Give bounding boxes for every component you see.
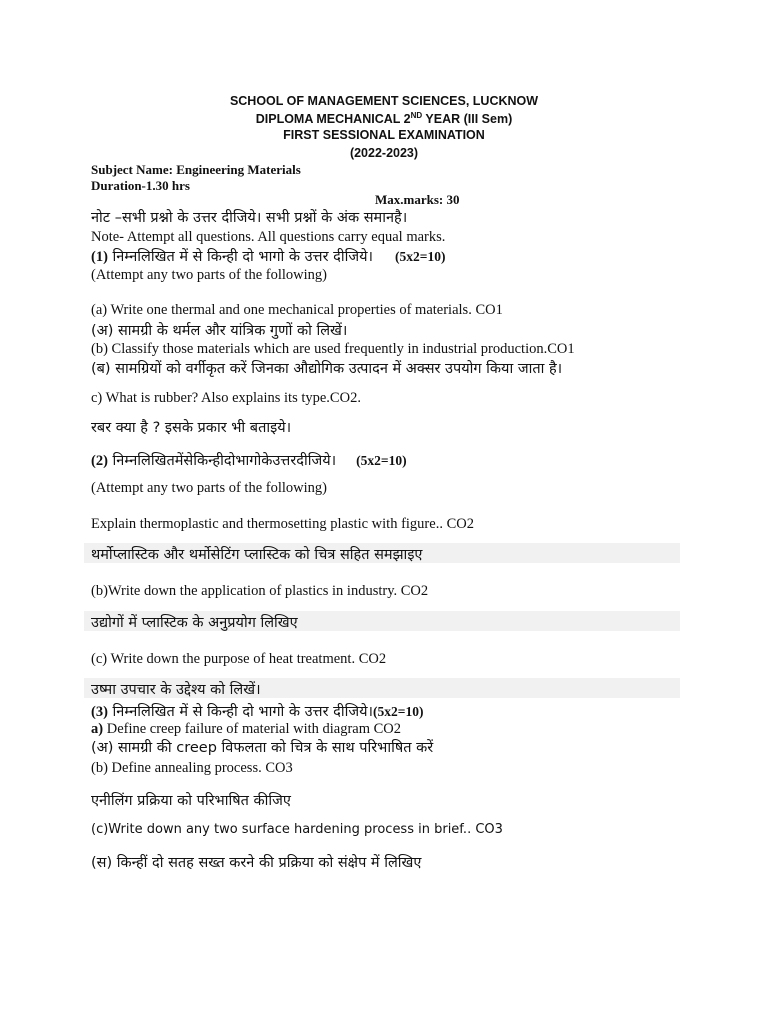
q1-part-b-english: (b) Classify those materials which are used frequently in industrial production.CO1 xyxy=(91,341,575,357)
q3-part-c-english: (c)Write down any two surface hardening process in brief.. CO3 xyxy=(91,822,503,837)
q2-number: (2) xyxy=(91,453,108,469)
school-name: SCHOOL OF MANAGEMENT SCIENCES, LUCKNOW xyxy=(229,94,539,108)
q2-part-a-english: Explain thermoplastic and thermosetting plastic with figure.. CO2 xyxy=(91,516,474,532)
q3-instruction-hindi: निम्नलिखित में से किन्ही दो भागो के उत्तर दीजिये। xyxy=(107,704,373,720)
q3-part-a-hindi: (अ) सामग्री की creep विफलता को चित्र के साथ परिभाषित करें xyxy=(91,740,434,756)
q1-part-a-hindi: (अ) सामग्री के थर्मल और यांत्रिक गुणों को लिखें। xyxy=(91,323,348,339)
q3-heading xyxy=(91,701,423,721)
subject-name: Subject Name: Engineering Materials xyxy=(91,162,301,177)
q2-heading xyxy=(91,450,407,470)
q1-heading xyxy=(91,246,445,266)
course-suffix: YEAR (III Sem) xyxy=(422,112,513,127)
q2-instruction-english: (Attempt any two parts of the following) xyxy=(91,480,327,496)
q3-part-a-english xyxy=(91,721,401,738)
q2-part-b-hindi: उद्योगों में प्लास्टिक के अनुप्रयोग लिखिए xyxy=(91,615,298,631)
q3-part-b-hindi: एनीलिंग प्रक्रिया को परिभाषित कीजिए xyxy=(91,793,291,809)
note-english: Note- Attempt all questions. All questions carry equal marks. xyxy=(91,229,446,245)
q1-part-c-hindi: रबर क्या है ? इसके प्रकार भी बताइये। xyxy=(91,420,292,436)
q3-marks: (5x2=10) xyxy=(373,704,424,719)
q2-instruction-hindi: निम्नलिखितमेंसेकिन्हीदोभागोकेउत्तरदीजिये। xyxy=(107,453,337,469)
q1-part-c-english: c) What is rubber? Also explains its type.CO2. xyxy=(91,390,361,406)
q1-part-b-hindi: (ब) सामग्रियों को वर्गीकृत करें जिनका औद्योगिक उत्पादन में अक्सर उपयोग किया जाता है। xyxy=(91,361,563,377)
duration: Duration-1.30 hrs xyxy=(91,178,190,193)
q2-part-c-english: (c) Write down the purpose of heat treatment. CO2 xyxy=(91,651,387,667)
q2-part-b-english: (b)Write down the application of plastics in industry. CO2 xyxy=(91,583,429,599)
session-year: (2022-2023) xyxy=(349,146,419,160)
q1-instruction-hindi: निम्नलिखित में से किन्ही दो भागो के उत्तर दीजिये। xyxy=(107,249,373,265)
q3-part-a-text: Define creep failure of material with diagram CO2 xyxy=(103,721,402,737)
q2-marks: (5x2=10) xyxy=(356,453,407,468)
q2-part-c-hindi: उष्मा उपचार के उद्देश्य को लिखें। xyxy=(91,682,261,698)
q1-part-a-english: (a) Write one thermal and one mechanical properties of materials. CO1 xyxy=(91,302,503,318)
q1-instruction-english: (Attempt any two parts of the following) xyxy=(91,267,327,283)
q3-part-a-label: a) xyxy=(91,721,104,737)
q1-number: (1) xyxy=(91,249,108,265)
course-sup: ND xyxy=(410,111,423,120)
exam-title: FIRST SESSIONAL EXAMINATION xyxy=(283,128,485,142)
max-marks: Max.marks: 30 xyxy=(375,192,460,207)
course-prefix: DIPLOMA MECHANICAL 2 xyxy=(255,112,411,127)
q3-part-c-hindi: (स) किन्हीं दो सतह सख्त करने की प्रक्रिया को संक्षेप में लिखिए xyxy=(91,855,422,871)
q1-marks: (5x2=10) xyxy=(395,249,446,264)
q2-part-a-hindi: थर्मोप्लास्टिक और थर्मोसेटिंग प्लास्टिक को चित्र सहित समझाइए xyxy=(91,547,423,563)
note-hindi: नोट –सभी प्रश्नो के उत्तर दीजिये। सभी प्रश्नों के अंक समानहै। xyxy=(91,210,408,226)
q3-number: (3) xyxy=(91,704,108,720)
q3-part-b-english: (b) Define annealing process. CO3 xyxy=(91,760,293,776)
course-title xyxy=(0,111,768,126)
